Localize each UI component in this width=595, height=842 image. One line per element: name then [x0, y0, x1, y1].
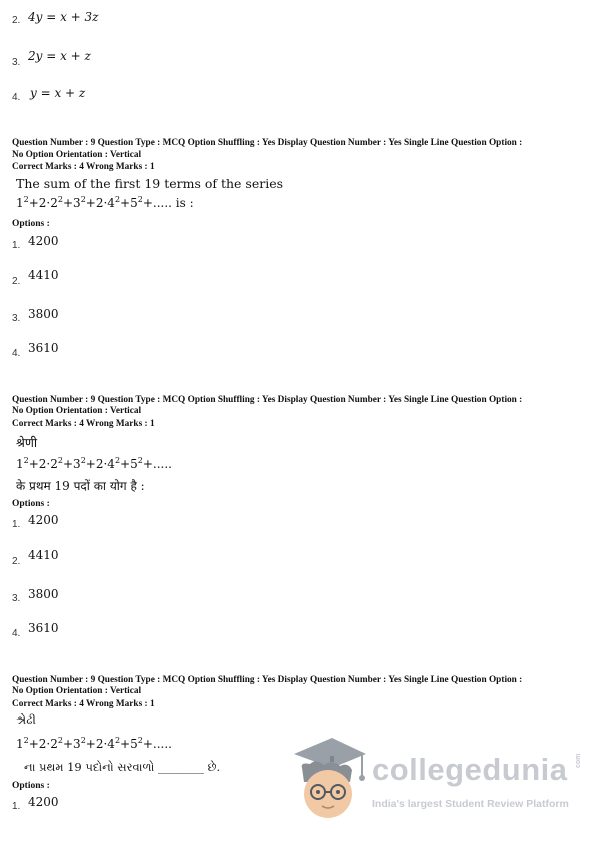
options-label: Options :: [12, 781, 50, 791]
option-text: 4200: [28, 513, 59, 527]
options-label: Options :: [12, 499, 50, 509]
option-text: 4410: [28, 268, 59, 282]
plus-sign: +: [62, 457, 74, 471]
question-meta-line: No Option Orientation : Vertical: [12, 150, 142, 160]
plus-sign: +: [85, 737, 96, 751]
series-terms: [16, 457, 153, 471]
option-text: y = x + z: [30, 86, 86, 100]
marks-line: Correct Marks : 4 Wrong Marks : 1: [12, 419, 155, 429]
series-term: $1^2$: [16, 195, 29, 210]
series-exponent: 2: [57, 456, 63, 465]
question-meta-line: Question Number : 9 Question Type : MCQ Option Shuffling : Yes Display Question Number : Yes Single Line Question Option :: [12, 395, 523, 405]
plus-sign: +: [62, 196, 74, 210]
plus-sign: +: [142, 196, 153, 210]
series-exponent: 2: [80, 456, 86, 465]
brand-tagline: India's largest Student Review Platform: [372, 798, 569, 810]
option-text: 3800: [28, 587, 59, 601]
option-text: 3610: [28, 341, 59, 355]
series-exponent: 2: [57, 195, 63, 204]
option-number: 2.: [12, 276, 21, 287]
series-expression: [16, 736, 172, 751]
series-term: $3^2$: [73, 456, 86, 471]
question-text: The sum of the first 19 terms of the series: [16, 176, 284, 191]
collegedunia-watermark: [292, 732, 592, 827]
question-text: श्रेणी: [16, 435, 38, 450]
plus-sign: +: [62, 737, 74, 751]
series-exponent: 2: [23, 195, 29, 204]
series-term: $5^2$: [130, 736, 143, 751]
plus-sign: +: [142, 737, 153, 751]
question-meta-line: No Option Orientation : Vertical: [12, 406, 142, 416]
series-exponent: 2: [57, 736, 63, 745]
plus-sign: +: [142, 457, 153, 471]
series-suffix: .....: [152, 737, 172, 751]
plus-sign: +: [85, 196, 96, 210]
option-number: 4.: [12, 628, 21, 639]
mascot-icon: [292, 732, 370, 824]
plus-sign: +: [28, 196, 39, 210]
question-meta-line: Question Number : 9 Question Type : MCQ Option Shuffling : Yes Display Question Number : Yes Single Line Question Option :: [12, 675, 523, 685]
question-meta-line: No Option Orientation : Vertical: [12, 686, 142, 696]
option-number: 1.: [12, 801, 21, 812]
series-term: $5^2$: [130, 456, 143, 471]
option-text: 4200: [28, 234, 59, 248]
plus-sign: +: [28, 457, 39, 471]
options-label: Options :: [12, 219, 50, 229]
option-number: 4.: [12, 92, 21, 103]
series-exponent: 2: [137, 195, 143, 204]
series-term: $2\cdot 4^2$: [95, 195, 121, 210]
option-number: 3.: [12, 57, 21, 68]
plus-sign: +: [28, 737, 39, 751]
option-text: 3610: [28, 621, 59, 635]
question-text: के प्रथम 19 पदों का योग है :: [16, 479, 145, 493]
series-exponent: 2: [23, 736, 29, 745]
series-exponent: 2: [114, 195, 121, 204]
series-term: $2\cdot 4^2$: [95, 456, 121, 471]
series-term: $1^2$: [16, 736, 29, 751]
plus-sign: +: [120, 457, 131, 471]
question-text: શ્રેઢી: [16, 712, 36, 727]
series-term: $1^2$: [16, 456, 29, 471]
series-terms: [16, 196, 153, 210]
series-exponent: 2: [80, 195, 86, 204]
plus-sign: +: [120, 737, 131, 751]
marks-line: Correct Marks : 4 Wrong Marks : 1: [12, 162, 155, 172]
series-exponent: 2: [114, 456, 121, 465]
brand-trademark: com: [575, 753, 582, 768]
option-text: 2y = x + z: [28, 49, 91, 63]
series-exponent: 2: [114, 736, 121, 745]
series-term: $2\cdot 2^2$: [38, 456, 63, 471]
series-exponent: 2: [80, 736, 86, 745]
series-term: $3^2$: [73, 736, 86, 751]
marks-line: Correct Marks : 4 Wrong Marks : 1: [12, 699, 155, 709]
option-text: 4200: [28, 795, 59, 809]
option-number: 2.: [12, 15, 21, 26]
option-number: 3.: [12, 593, 21, 604]
series-terms: [16, 737, 153, 751]
series-term: $3^2$: [73, 195, 86, 210]
series-term: $5^2$: [130, 195, 143, 210]
series-term: $2\cdot 4^2$: [95, 736, 121, 751]
series-expression: [16, 456, 172, 471]
plus-sign: +: [85, 457, 96, 471]
brand-name: collegedunia: [372, 752, 568, 787]
option-number: 1.: [12, 519, 21, 530]
option-text: 4410: [28, 548, 59, 562]
question-text: ના પ્રથમ 19 પદોનો સરવાળો ________ છે.: [24, 760, 221, 774]
series-term: $2\cdot 2^2$: [38, 195, 63, 210]
series-expression: [16, 195, 194, 210]
option-text: 4y = x + 3z: [28, 10, 99, 24]
plus-sign: +: [120, 196, 131, 210]
option-text: 3800: [28, 307, 59, 321]
series-suffix: .....: [152, 457, 172, 471]
question-meta-line: Question Number : 9 Question Type : MCQ Option Shuffling : Yes Display Question Number : Yes Single Line Question Option :: [12, 138, 523, 148]
option-number: 4.: [12, 348, 21, 359]
option-number: 2.: [12, 556, 21, 567]
option-number: 1.: [12, 240, 21, 251]
series-suffix: ..... is :: [152, 196, 194, 210]
series-exponent: 2: [137, 456, 143, 465]
series-term: $2\cdot 2^2$: [38, 736, 63, 751]
series-exponent: 2: [137, 736, 143, 745]
series-exponent: 2: [23, 456, 29, 465]
option-number: 3.: [12, 313, 21, 324]
